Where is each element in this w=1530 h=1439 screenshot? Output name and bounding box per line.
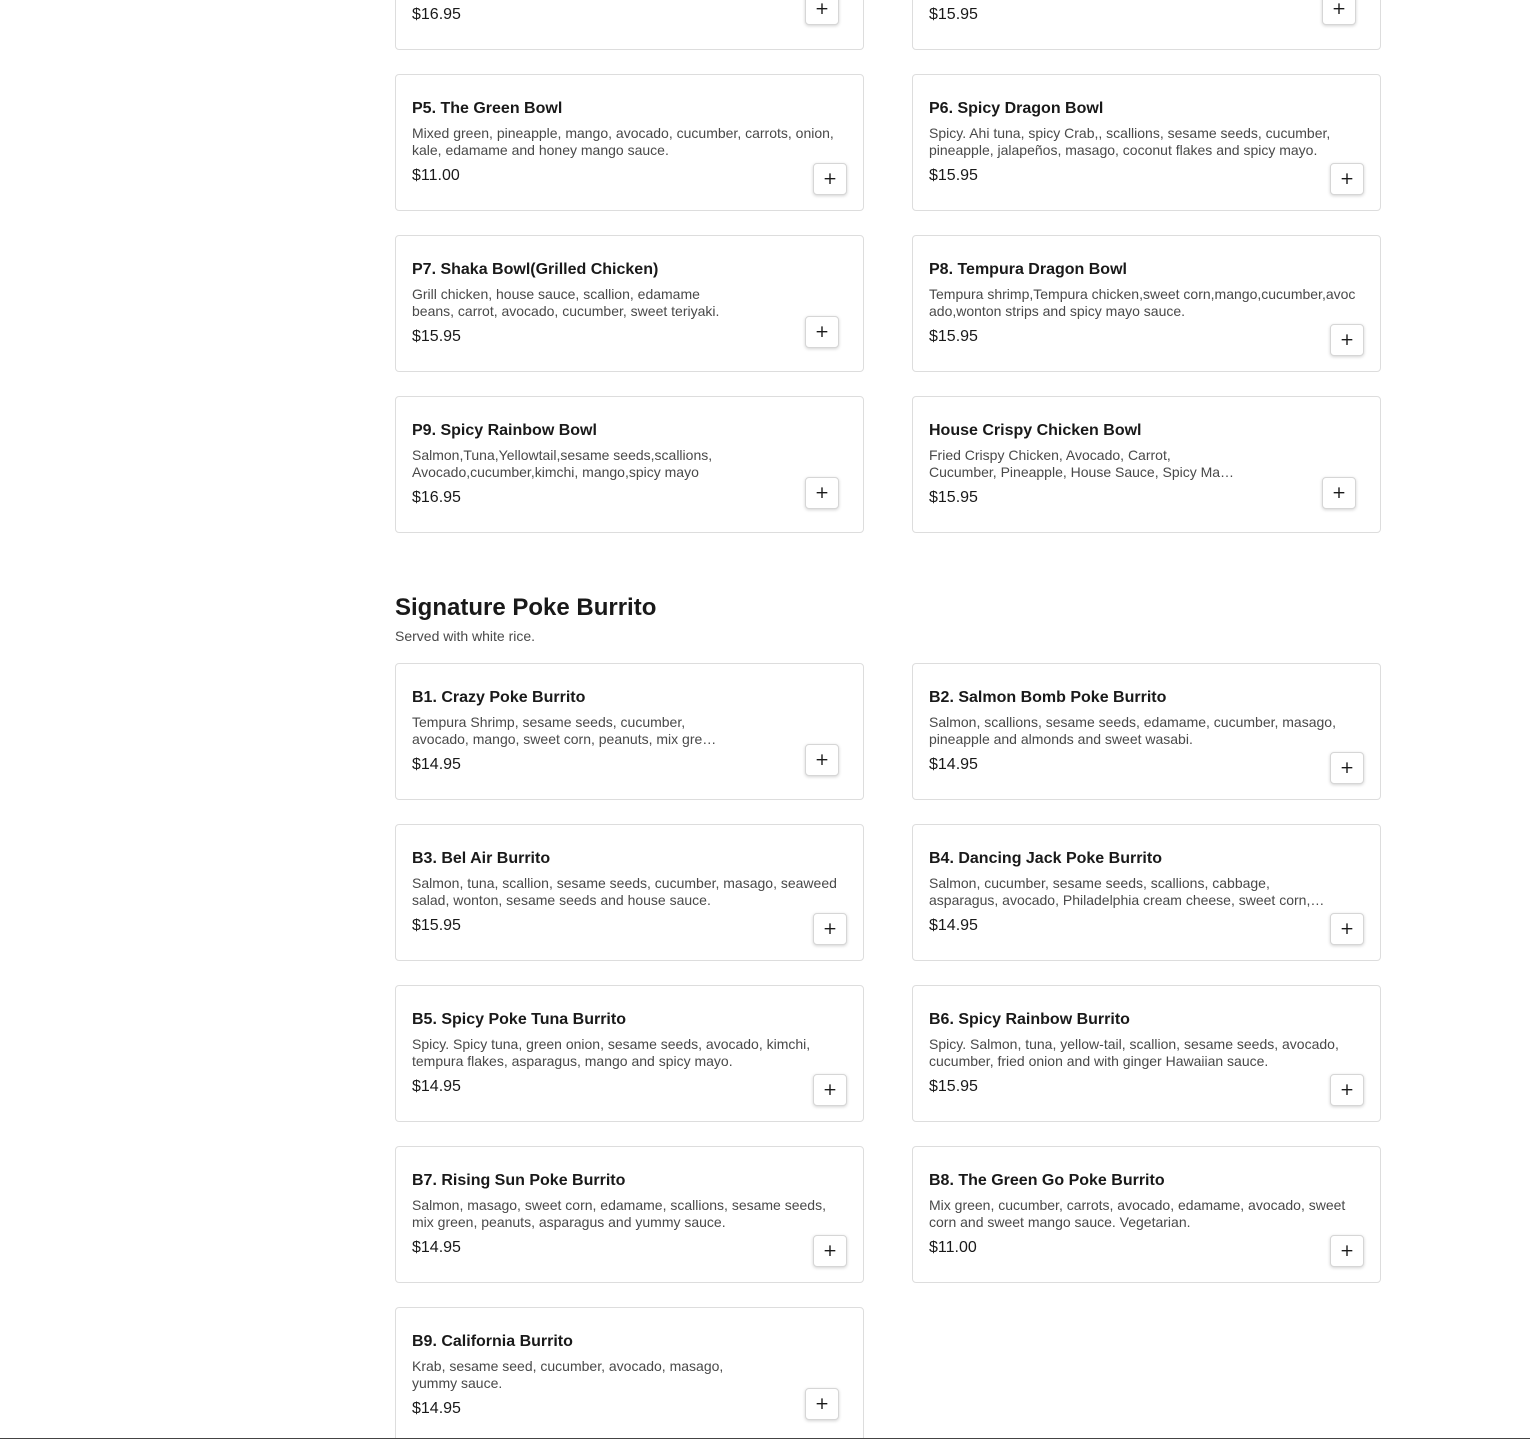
item-name: House Crispy Chicken Bowl <box>929 422 1142 439</box>
item-name: P7. Shaka Bowl(Grilled Chicken) <box>412 261 659 278</box>
item-description: Spicy. Ahi tuna, spicy Crab,, scallions, sesame seeds, cucumber, pineapple, jalapeños, masago, coconut flakes and spicy mayo. <box>929 125 1331 158</box>
add-item-button[interactable]: + <box>805 1388 839 1420</box>
item-price: $15.95 <box>412 917 461 934</box>
item-name: B4. Dancing Jack Poke Burrito <box>929 850 1162 867</box>
add-item-button[interactable]: + <box>805 744 839 776</box>
item-description: Salmon, tuna, scallion, sesame seeds, cucumber, masago, seaweed salad, wonton, sesame seeds and house sauce. <box>412 875 837 908</box>
item-price: $16.95 <box>412 6 461 23</box>
item-description: Salmon, cucumber, sesame seeds, scallions, cabbage, asparagus, avocado, Philadelphia cream cheese, sweet corn, <box>929 875 1311 908</box>
item-description: Grill chicken, house sauce, scallion, edamame beans, carrot, avocado, cucumber, sweet teriyaki. <box>412 286 720 319</box>
add-item-button[interactable]: + <box>813 913 847 945</box>
menu-item-card[interactable] <box>395 663 864 800</box>
item-price: $14.95 <box>412 756 461 773</box>
item-description: Fried Crispy Chicken, Avocado, Carrot, Cucumber, Pineapple, House Sauce, Spicy Mayo <box>929 447 1235 480</box>
add-item-button[interactable]: + <box>805 477 839 509</box>
add-item-button[interactable]: + <box>813 1235 847 1267</box>
item-description: Tempura Shrimp, sesame seeds, cucumber, avocado, mango, sweet corn, peanuts, mix green <box>412 714 718 747</box>
item-description: Salmon,Tuna,Yellowtail,sesame seeds,scallions, Avocado,cucumber,kimchi, mango,spicy mayo <box>412 447 713 480</box>
item-price: $15.95 <box>929 328 978 345</box>
menu-item-card[interactable] <box>912 235 1381 372</box>
item-name: P9. Spicy Rainbow Bowl <box>412 422 597 439</box>
item-price: $11.00 <box>929 1239 977 1256</box>
menu-item-card[interactable] <box>395 1307 864 1439</box>
add-item-button[interactable]: + <box>813 163 847 195</box>
add-item-button[interactable]: + <box>1330 1235 1364 1267</box>
item-name: B1. Crazy Poke Burrito <box>412 689 586 706</box>
item-price: $14.95 <box>412 1239 461 1256</box>
item-description: Mix green, cucumber, carrots, avocado, edamame, avocado, sweet corn and sweet mango sauce. Vegetarian. <box>929 1197 1346 1230</box>
item-price: $14.95 <box>929 756 978 773</box>
add-item-button[interactable]: + <box>1330 1074 1364 1106</box>
item-name: B8. The Green Go Poke Burrito <box>929 1172 1165 1189</box>
item-name: B7. Rising Sun Poke Burrito <box>412 1172 626 1189</box>
item-name: B2. Salmon Bomb Poke Burrito <box>929 689 1167 706</box>
item-price: $16.95 <box>412 489 461 506</box>
menu-item-card[interactable] <box>912 663 1381 800</box>
item-description: Salmon, scallions, sesame seeds, edamame, cucumber, masago, pineapple and almonds and sweet wasabi. <box>929 714 1336 747</box>
item-price: $15.95 <box>412 328 461 345</box>
menu-item-card[interactable] <box>912 396 1381 533</box>
item-price: $15.95 <box>929 1078 978 1095</box>
item-name: B9. California Burrito <box>412 1333 573 1350</box>
item-price: $14.95 <box>412 1400 461 1417</box>
item-description: Salmon, masago, sweet corn, edamame, scallions, sesame seeds, mix green, peanuts, asparagus and yummy sauce. <box>412 1197 826 1230</box>
item-description: Krab, sesame seed, cucumber, avocado, masago, yummy sauce. <box>412 1358 724 1391</box>
item-price: $15.95 <box>929 489 978 506</box>
item-name: B3. Bel Air Burrito <box>412 850 551 867</box>
item-description: Spicy. Salmon, tuna, yellow-tail, scallion, sesame seeds, avocado, cucumber, fried onion and with ginger Hawaiian sauce. <box>929 1036 1339 1069</box>
item-price: $15.95 <box>929 167 978 184</box>
add-item-button[interactable]: + <box>805 316 839 348</box>
menu-item-card[interactable] <box>912 1146 1381 1283</box>
menu-item-card[interactable] <box>395 985 864 1122</box>
menu-item-card[interactable] <box>395 0 864 50</box>
menu-item-card[interactable] <box>912 985 1381 1122</box>
item-description: Spicy. Spicy tuna, green onion, sesame seeds, avocado, kimchi, tempura flakes, asparagus, mango and spicy mayo. <box>412 1036 811 1069</box>
item-name: B6. Spicy Rainbow Burrito <box>929 1011 1130 1028</box>
menu-item-card[interactable] <box>395 1146 864 1283</box>
add-item-button[interactable]: + <box>1330 913 1364 945</box>
item-name: P6. Spicy Dragon Bowl <box>929 100 1104 117</box>
add-item-button[interactable]: + <box>1330 324 1364 356</box>
item-price: $11.00 <box>412 167 460 184</box>
section-subtitle: Served with white rice. <box>395 628 536 644</box>
item-description: Tempura shrimp,Tempura chicken,sweet corn,mango,cucumber,avocado,wonton strips and spicy mayo sauce. <box>929 286 1356 319</box>
menu-item-card[interactable] <box>912 0 1381 50</box>
menu-item-card[interactable] <box>395 74 864 211</box>
item-name: P8. Tempura Dragon Bowl <box>929 261 1127 278</box>
menu-item-card[interactable] <box>395 396 864 533</box>
add-item-button[interactable]: + <box>1322 0 1356 25</box>
add-item-button[interactable]: + <box>1322 477 1356 509</box>
add-item-button[interactable]: + <box>1330 752 1364 784</box>
menu-item-card[interactable] <box>912 74 1381 211</box>
menu-item-card[interactable] <box>912 824 1381 961</box>
item-description: Mixed green, pineapple, mango, avocado, cucumber, carrots, onion, kale, edamame and honey mango sauce. <box>412 125 834 158</box>
item-name: B5. Spicy Poke Tuna Burrito <box>412 1011 626 1028</box>
item-name: P5. The Green Bowl <box>412 100 563 117</box>
item-price: $14.95 <box>412 1078 461 1095</box>
section-title: Signature Poke Burrito <box>395 594 657 621</box>
item-price: $15.95 <box>929 6 978 23</box>
menu-item-card[interactable] <box>395 824 864 961</box>
add-item-button[interactable]: + <box>805 0 839 25</box>
add-item-button[interactable]: + <box>813 1074 847 1106</box>
add-item-button[interactable]: + <box>1330 163 1364 195</box>
item-price: $14.95 <box>929 917 978 934</box>
menu-item-card[interactable] <box>395 235 864 372</box>
